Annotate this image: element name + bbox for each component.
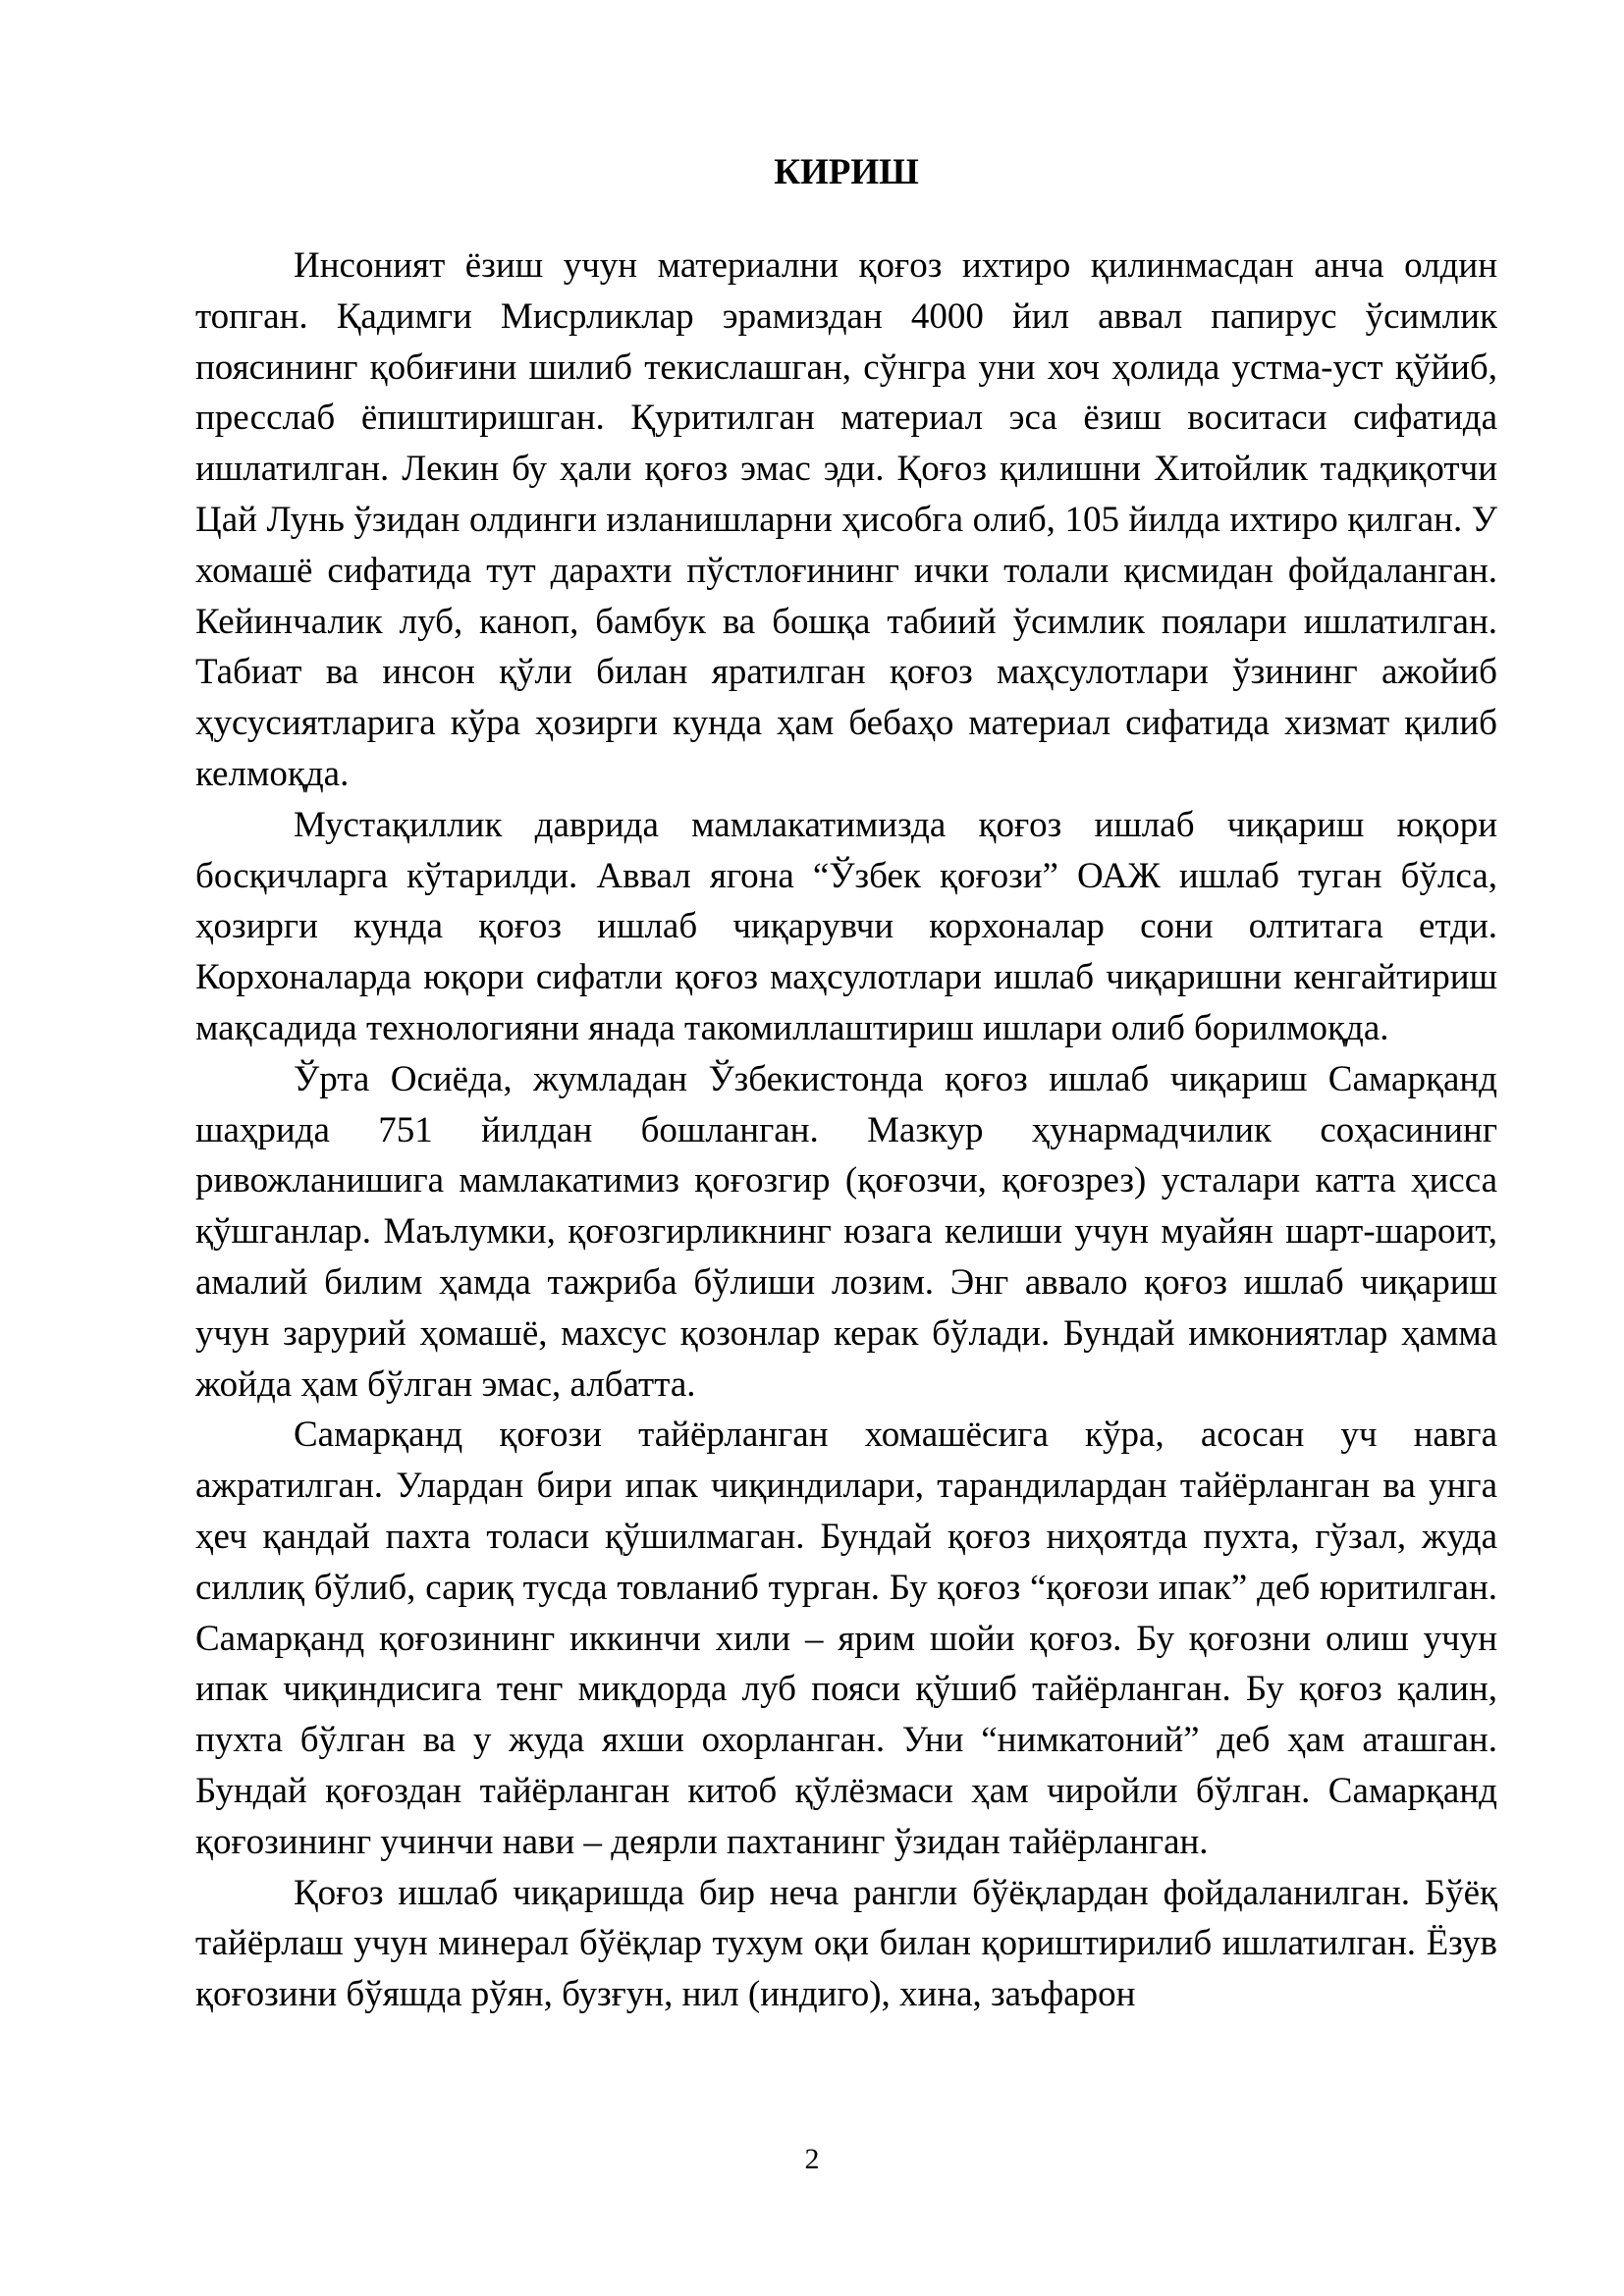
body-text (195, 240, 1497, 2020)
paragraph-central-asia: Ўрта Осиёда, жумладан Ўзбекистонда қоғоз ишлаб чиқариш Самарқанд шаҳрида 751 йилдан бошланган. Мазкур ҳунармадчилик соҳасининг ривожланишига мамлакатимиз қоғозгир (қоғозчи, қоғозрез) усталари катта ҳисса қўшганлар. Маълумки, қоғозгирликнинг юзага келиши учун муайян шарт-шароит, амалий билим ҳамда тажриба бўлиши лозим. Энг аввало қоғоз ишлаб чиқариш учун зарурий ҳомашё, махсус қозонлар керак бўлади. Бундай имкониятлар ҳамма жойда ҳам бўлган эмас, албатта. (195, 1058, 1497, 1405)
page-number: 2 (804, 2143, 820, 2175)
paragraph-dyes: Қоғоз ишлаб чиқаришда бир неча рангли бўёқлардан фойдаланилган. Бўёқ тайёрлаш учун минерал бўёқлар тухум оқи билан қориштирилиб ишлатилган. Ёзув қоғозини бўяшда рўян, бузғун, нил (индиго), хина, заъфарон (195, 1872, 1497, 2015)
paragraph-intro: Инсоният ёзиш учун материални қоғоз ихтиро қилинмасдан анча олдин топган. Қадимги Мисрликлар эрамиздан 4000 йил аввал папирус ўсимлик поясининг қобиғини шилиб текислашган, сўнгра уни хоч ҳолида устма-уст қўйиб, пресслаб ёпиштиришган. Қуритилган материал эса ёзиш воситаси сифатида ишлатилган. Лекин бу ҳали қоғоз эмас эди. Қоғоз қилишни Хитойлик тадқиқотчи Цай Лунь ўзидан олдинги изланишларни ҳисобга олиб, 105 йилда ихтиро қилган. У хомашё сифатида тут дарахти пўстлоғининг ички толали қисмидан фойдаланган. Кейинчалик луб, каноп, бамбук ва бошқа табиий ўсимлик поялари ишлатилган. Табиат ва инсон қўли билан яратилган қоғоз маҳсулотлари ўзининг ажойиб ҳусусиятларига кўра ҳозирги кунда ҳам бебаҳо материал сифатида хизмат қилиб келмоқда. (195, 245, 1497, 794)
page-title: КИРИШ (774, 152, 919, 192)
paragraph-independence: Мустақиллик даврида мамлакатимизда қоғоз ишлаб чиқариш юқори босқичларга кўтарилди. Аввал ягона “Ўзбек қоғози” ОАЖ ишлаб туган бўлса, ҳозирги кунда қоғоз ишлаб чиқарувчи корхоналар сони олтитага етди. Корхоналарда юқори сифатли қоғоз маҳсулотлари ишлаб чиқаришни кенгайтириш мақсадида технологияни янада такомиллаштириш ишлари олиб борилмоқда. (195, 804, 1497, 1048)
paragraph-samarkand-paper: Самарқанд қоғози тайёрланган хомашёсига кўра, асосан уч навга ажратилган. Улардан бири ипак чиқиндилари, тарандилардан тайёрланган ва унга ҳеч қандай пахта толаси қўшилмаган. Бундай қоғоз ниҳоятда пухта, гўзал, жуда силлиқ бўлиб, сариқ тусда товланиб турган. Бу қоғоз “қоғози ипак” деб юритилган. Самарқанд қоғозининг иккинчи хили – ярим шойи қоғоз. Бу қоғозни олиш учун ипак чиқиндисига тенг миқдорда луб пояси қўшиб тайёрланган. Бу қоғоз қалин, пухта бўлган ва у жуда яхши охорланган. Уни “нимкатоний” деб ҳам аташган. Бундай қоғоздан тайёрланган китоб қўлёзмаси ҳам чиройли бўлган. Самарқанд қоғозининг учинчи нави – деярли пахтанинг ўзидан тайёрланган. (195, 1415, 1497, 1862)
